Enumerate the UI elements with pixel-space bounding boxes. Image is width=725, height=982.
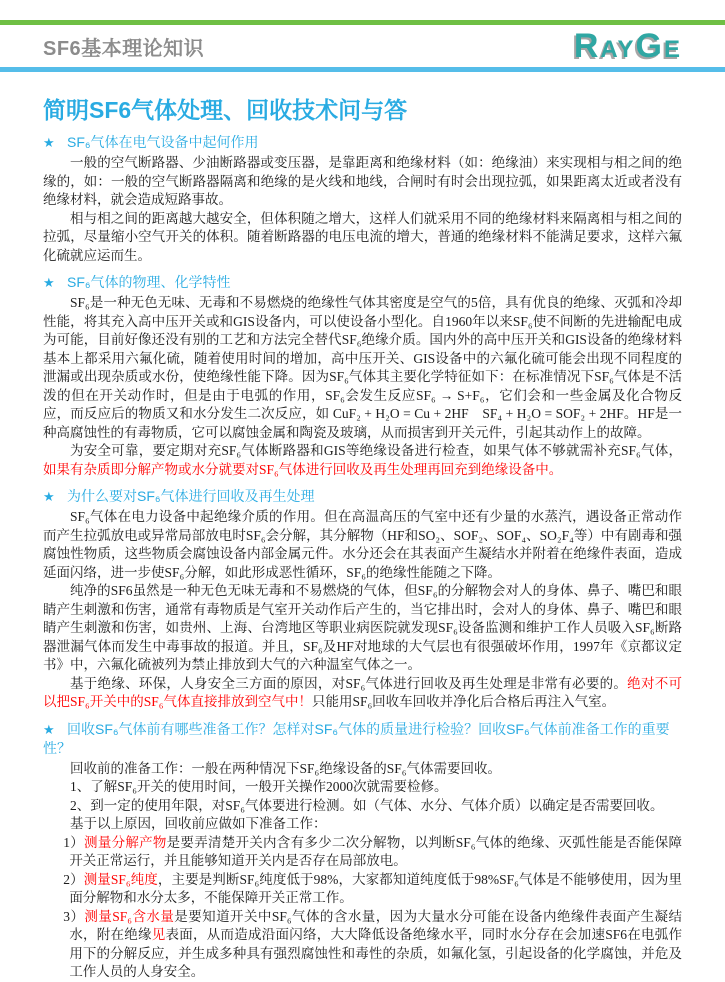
- paragraph: [43, 210, 682, 266]
- red-emphasis-text: 测量SF₆纯度: [83, 871, 158, 887]
- item-marker: 1）: [63, 834, 85, 850]
- paragraph-text: 纯净的SF6虽然是一种无色无味无毒和不易燃烧的气体，但SF₆的分解物会对人的身体、鼻子、嘴巴和眼睛产生刺激和伤害，通常有毒物质是气室开关动作后产生的，当它排出时，会对人的身体、鼻子、嘴巴和眼睛产生刺激和伤害，如贵州、上海、台湾地区等职业病医院就发现SF₆设备监测和维护工作人员吸入SF₆断路器泄漏气体而发生中毒事故的报道。并且，SF₆及HF对地球的大气层也有很强破坏作用，1997年《京都议定书》中，六氟化硫被列为禁止排放到大气的六种温室气体之一。: [43, 583, 682, 672]
- paragraph: [43, 294, 682, 442]
- page-top-margin: [0, 0, 725, 20]
- brand-logo: RayGe: [573, 27, 682, 65]
- section-heading-text: 回收SF₆气体前有哪些准备工作？怎样对SF₆气体的质量进行检验？回收SF₆气体前准备工作的重要性？: [43, 720, 670, 756]
- paragraph: [43, 675, 682, 712]
- paragraph-text: 为安全可靠，要定期对充SF₆气体断路器和GIS等绝缘设备进行检查，如果气体不够就需补充SF₆气体，: [70, 443, 682, 458]
- red-emphasis-text: 测量SF₆含水量: [84, 908, 175, 924]
- paragraph-text: 只能用SF₆回收车回收并净化后合格后再注入气室。: [311, 694, 616, 709]
- paragraph-text: 一般的空气断路器、少油断路器或变压器，是靠距离和绝缘材料（如：绝缘油）来实现相与相之间的绝缘的，如：一般的空气断路器隔离和绝缘的是火线和地线，合闸时有时会出现拉弧，如果距离太近或者没有绝缘材料，就会造成短路事故。: [43, 155, 682, 207]
- list-item: [43, 778, 682, 797]
- page-title: 简明SF6气体处理、回收技术问与答: [43, 97, 408, 123]
- paragraph: [43, 442, 682, 479]
- red-emphasis-text: 如果有杂质即分解产物或水分就要对SF₆气体进行回收及再生处理再回充到绝缘设备中。: [43, 461, 563, 477]
- header-blue-divider: [0, 67, 725, 72]
- list-item-text: 1、了解SF₆开关的使用时间，一般开关操作2000次就需要检修。: [70, 779, 448, 794]
- section-heading-role-of-sf6: [43, 133, 682, 152]
- item-text: 是要弄清楚开关内含有多少二次分解物，以判断SF₆气体的绝缘、灭弧性能是否能保障开关正常运行，并且能够知道开关内是否存在局部放电。: [69, 834, 683, 868]
- paragraph-text: 回收前的准备工作：一般在两种情况下SF₆绝缘设备的SF₆气体需要回收。: [70, 760, 501, 776]
- item-text: ，主要是判断SF₆纯度低于98%，大家都知道纯度低于98%SF₆气体是不能够使用，因为里面分解物和水分太多，不能保障开关正常工作。: [69, 871, 683, 905]
- paragraph-text: SF₆气体在电力设备中起绝缘介质的作用。但在高温高压的气室中还有少量的水蒸汽，遇设备正常动作而产生拉弧放电或异常局部放电时SF₆会分解，其分解物（HF和SO₂、SOF₂、SOF₄、SO₂F₄等）中有剧毒和强腐蚀性物质，这些物质会腐蚀设备内部金属元件。水分还会在其表面产生凝结水并附着在绝缘件表面，造成延面闪络，进一步使SF₆分解，如此形成恶性循环，SF₆的绝缘性能随之下降。: [43, 509, 682, 580]
- section-heading-text: SF₆气体在电气设备中起何作用: [67, 134, 259, 150]
- item-text: 是要知道开关中SF₆气体的含水量，因为大量水分可能在设备内绝缘件表面产生凝结水，附在绝缘: [69, 908, 682, 942]
- numbered-item-measure-purity: [43, 871, 682, 908]
- paragraph-text: 基于绝缘、环保，人身安全三方面的原因，对SF₆气体进行回收及再生处理是非常有必要的。: [70, 675, 628, 691]
- star-icon: ★: [43, 721, 55, 737]
- item-text: 表面，从而造成沿面闪络，大大降低设备绝缘水平，同时水分存在会加速SF6在电弧作用下的分解反应，并生成多种具有强烈腐蚀性和毒性的杂质，如氟化氢，引起设备的化学腐蚀，并危及工作人员的人身安全。: [69, 927, 683, 979]
- paragraph: [43, 760, 682, 779]
- paragraph: [43, 154, 682, 210]
- paragraph: [43, 815, 682, 834]
- star-icon: ★: [43, 275, 55, 290]
- document-body: [0, 92, 725, 982]
- item-marker: 2）: [63, 871, 84, 887]
- paragraph: [43, 508, 682, 582]
- list-item-text: 2、到一定的使用年限，对SF₆气体要进行检测。如（气体、水分、气体介质）以确定是否需要回收。: [70, 797, 664, 813]
- page-header: [0, 25, 725, 67]
- item-marker: 3）: [63, 908, 85, 924]
- paragraph-text: SF₆是一种无色无味、无毒和不易燃烧的绝缘性气体其密度是空气的5倍，具有优良的绝缘、灭弧和冷却性能，将其充入高中压开关或和GIS设备内，可以使设备小型化。自1960年以来SF₆使不间断的先进输配电成为可能，目前好像还没有别的工艺和方法完全替代SF₆绝缘介质。国内外的高中压开关和GIS设备的绝缘材料基本上都采用六氟化硫，随着使用时间的增加，高中压开关、GIS设备中的六氟化硫可能会出现不同程度的泄漏或出现杂质或水份，使绝缘性能下降。因为SF₆气体其主要化学特征如下：在标准情况下SF₆气体是不活泼的但在开关动作时，但是由于电弧的作用，SF₆会发生反应SF₆ → S+F₆，它们会和一些金属及化合物反应，而反应后的物质又和水分发生二次反应，如 CuF₂ + H₂O = Cu + 2HF SF₄ + H₂O = SOF₂ + 2HF。HF是一种高腐蚀性的有毒物质，它可以腐蚀金属和陶瓷及玻璃，从而损害到开关元件，引起其动作上的故障。: [43, 295, 682, 440]
- paragraph: [43, 582, 682, 675]
- red-emphasis-text: 绝对不可以把SF₆开关中的SF₆气体直接排放到空气中！: [43, 675, 682, 709]
- section-heading-physical-chemical-properties: [43, 273, 682, 292]
- red-emphasis-char: 见: [151, 927, 166, 942]
- star-icon: ★: [43, 489, 55, 504]
- star-icon: ★: [43, 135, 55, 150]
- section-heading-text: SF₆气体的物理、化学特性: [67, 274, 231, 290]
- header-title: SF6基本理论知识: [43, 37, 205, 60]
- section-heading-why-recycle: [43, 487, 682, 506]
- red-emphasis-text: 测量分解产物: [84, 834, 167, 850]
- numbered-item-measure-moisture: [43, 908, 682, 982]
- paragraph-text: 基于以上原因，回收前应做如下准备工作：: [70, 816, 327, 831]
- paragraph-text: 相与相之间的距离越大越安全，但体积随之增大，这样人们就采用不同的绝缘材料来隔离相与相之间的拉弧，尽量缩小空气开关的体积。随着断路器的电压电流的增大，普通的绝缘材料不能满足要求，这样六氟化硫就应运而生。: [43, 210, 682, 263]
- list-item: [43, 797, 682, 816]
- numbered-item-measure-decomposition: [43, 834, 682, 871]
- section-heading-recycle-preparation: [43, 720, 682, 758]
- section-heading-text: 为什么要对SF₆气体进行回收及再生处理: [67, 488, 315, 504]
